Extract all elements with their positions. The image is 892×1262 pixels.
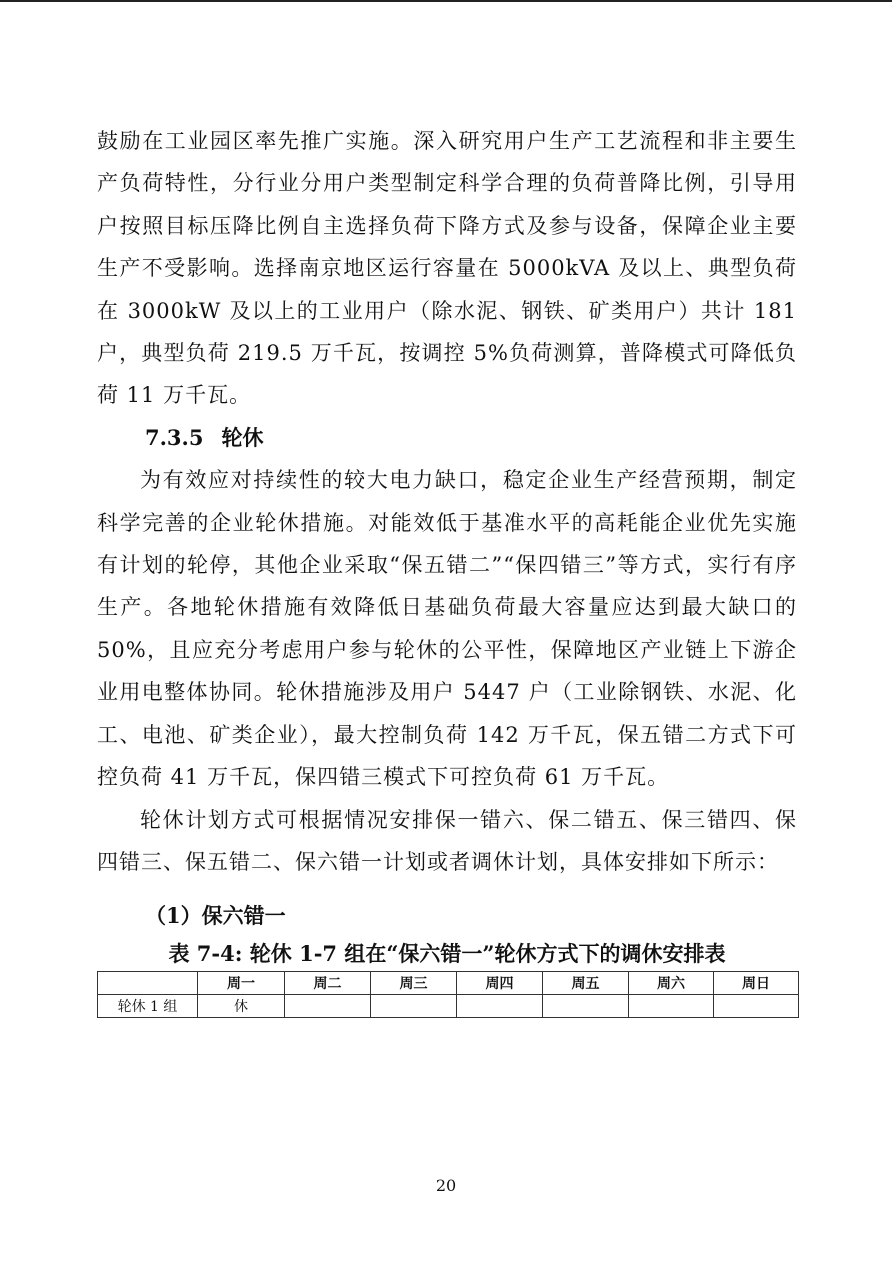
table-cell [714,995,799,1018]
document-page [97,120,797,1018]
table-header-row [98,972,799,995]
table-header-cell: 周三 [371,972,457,995]
table-header-cell: 周一 [198,972,285,995]
table-cell [371,995,457,1018]
table-cell: 轮休 1 组 [98,995,198,1018]
table-header-cell: 周日 [714,972,799,995]
subsection-heading: （1）保六错一 [145,903,286,929]
page-number: 20 [435,1176,457,1195]
table-header-cell: 周四 [457,972,543,995]
table-header-cell: 周二 [285,972,371,995]
table-cell: 休 [198,995,285,1018]
section-title: 轮休 [221,424,264,450]
section-number: 7.3.5 [145,424,204,450]
section-heading [97,417,797,459]
table-header-cell [98,972,198,995]
body-paragraph-1: 鼓励在工业园区率先推广实施。深入研究用户生产工艺流程和非主要生产负荷特性，分行业分用户类型制定科学合理的负荷普降比例，引导用户按照目标压降比例自主选择负荷下降方式及参与设备，保障企业主要生产不受影响。选择南京地区运行容量在 5000kVA 及以上、典型负荷在 3000kW 及以上的工业用户（除水泥、钢铁、矿类用户）共计 181 户，典型负荷 219.5 万千瓦，按调控 5%负荷测算，普降模式可降低负荷 11 万千瓦。 [97,129,797,408]
table-cell [457,995,543,1018]
rotation-schedule-table [97,971,799,1018]
table-cell [285,995,371,1018]
body-paragraph-2: 为有效应对持续性的较大电力缺口，稳定企业生产经营预期，制定科学完善的企业轮休措施。对能效低于基准水平的高耗能企业优先实施有计划的轮停，其他企业采取“保五错二”“保四错三”等方式，实行有序生产。各地轮休措施有效降低日基础负荷最大容量应达到最大缺口的 50%，且应充分考虑用户参与轮休的公平性，保障地区产业链上下游企业用电整体协同。轮休措施涉及用户 5447 户（工业除钢铁、水泥、化工、电池、矿类企业），最大控制负荷 142 万千瓦，保五错二方式下可控负荷 41 万千瓦，保四错三模式下可控负荷 61 万千瓦。 [97,468,797,790]
table-caption: 表 7-4: 轮休 1-7 组在“保六错一”轮休方式下的调休安排表 [168,941,726,967]
table-cell [543,995,629,1018]
table-cell [629,995,714,1018]
table-row [98,995,799,1018]
table-header-cell: 周六 [629,972,714,995]
table-header-cell: 周五 [543,972,629,995]
body-paragraph-3: 轮休计划方式可根据情况安排保一错六、保二错五、保三错四、保四错三、保五错二、保六错一计划或者调休计划，具体安排如下所示： [97,807,797,874]
page-top-border [0,0,892,2]
